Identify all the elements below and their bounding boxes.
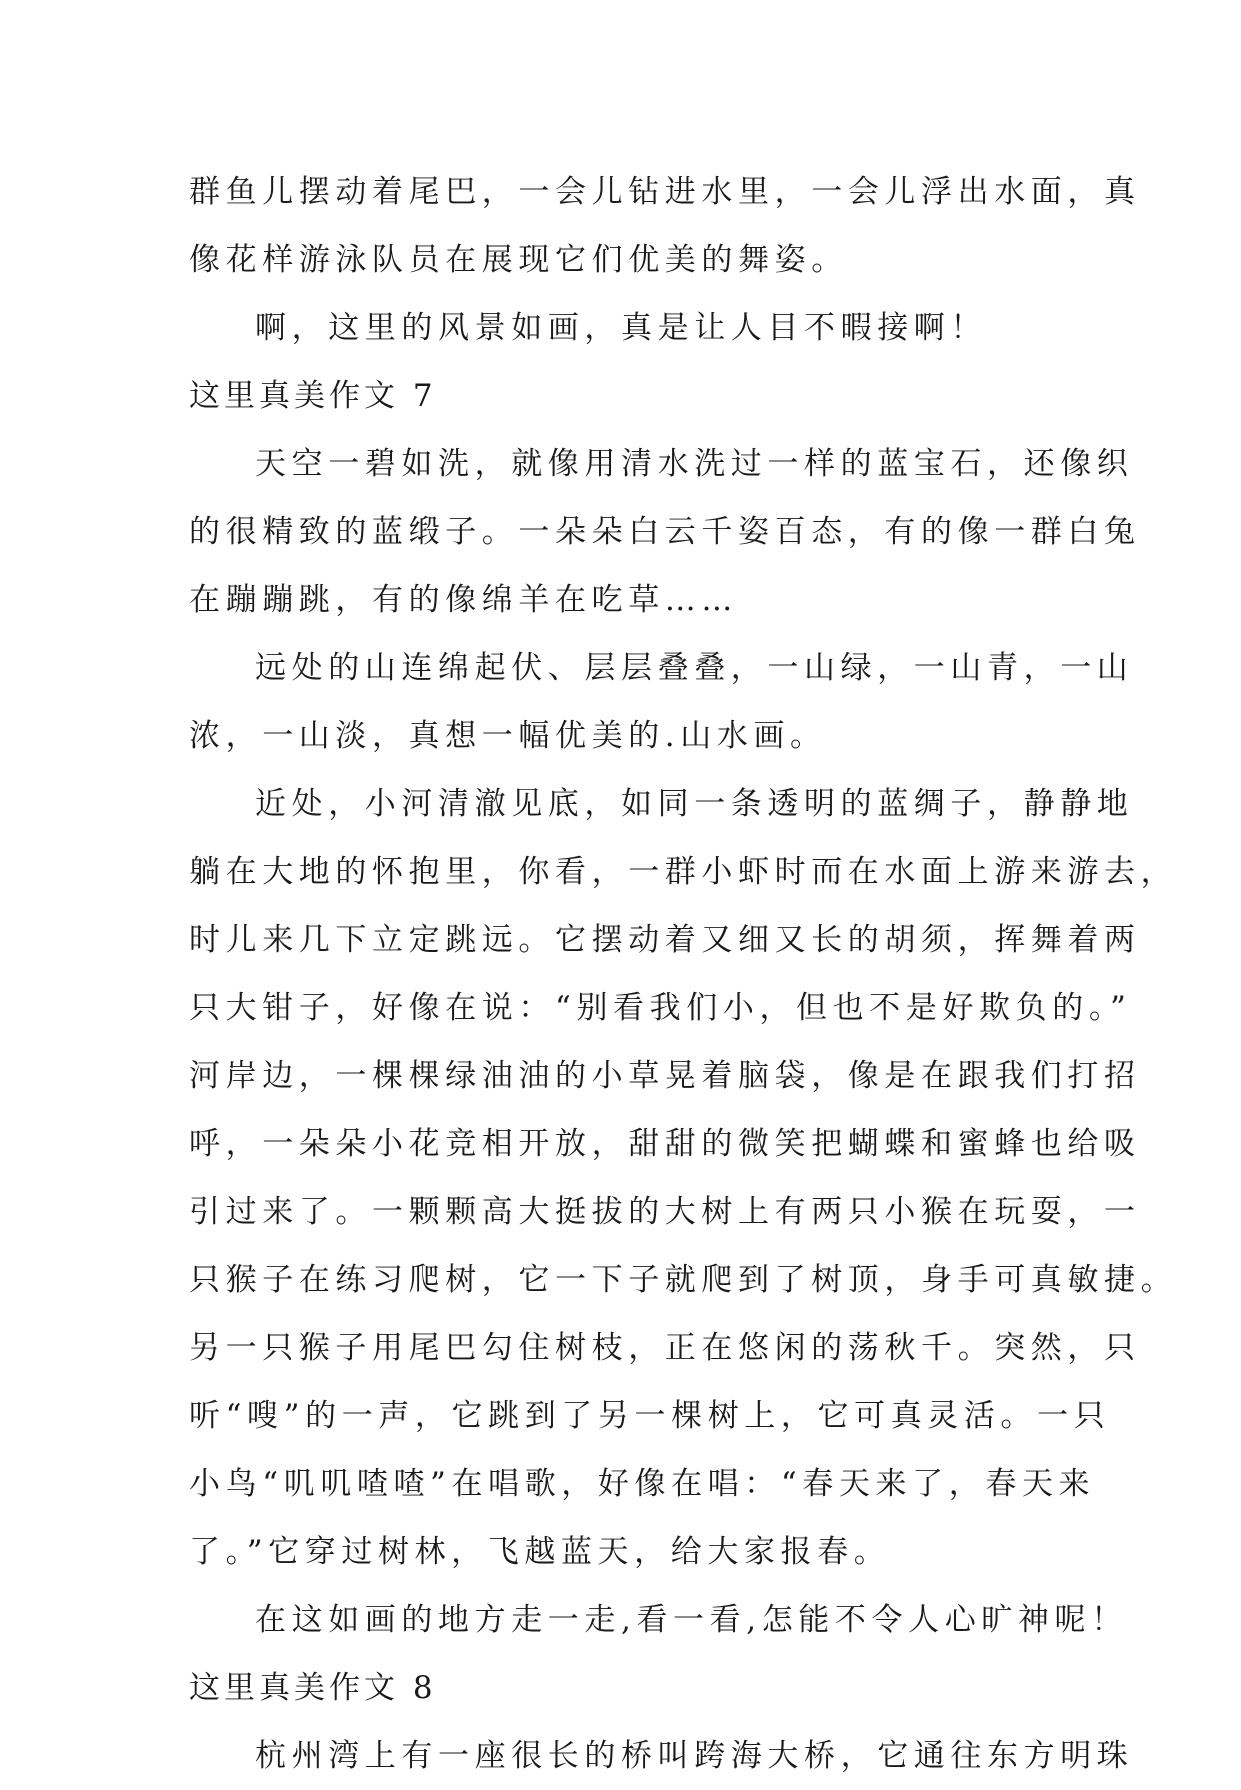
document-body bbox=[189, 158, 1178, 1790]
text-line: 只大钳子，好像在说：“别看我们小，但也不是好欺负的。” bbox=[189, 990, 1132, 1026]
text-line: 引过来了。一颗颗高大挺拔的大树上有两只小猴在玩耍，一 bbox=[189, 1194, 1141, 1230]
text-line: 在蹦蹦跳，有的像绵羊在吃草…… bbox=[189, 582, 738, 618]
text-line: 杭州湾上有一座很长的桥叫跨海大桥，它通往东方明珠 bbox=[255, 1738, 1134, 1774]
text-line: 时儿来几下立定跳远。它摆动着又细又长的胡须，挥舞着两 bbox=[189, 922, 1141, 958]
text-line: 啊，这里的风景如画，真是让人目不暇接啊！ bbox=[255, 310, 987, 346]
text-line: 浓，一山淡，真想一幅优美的.山水画。 bbox=[189, 718, 827, 754]
text-line: 在这如画的地方走一走,看一看,怎能不令人心旷神呢！ bbox=[255, 1602, 1128, 1638]
text-line: 像花样游泳队员在展现它们优美的舞姿。 bbox=[189, 242, 848, 278]
text-line: 听“嗖”的一声，它跳到了另一棵树上，它可真灵活。一只 bbox=[189, 1398, 1111, 1434]
text-line: 小鸟“叽叽喳喳”在唱歌，好像在唱：“春天来了，春天来 bbox=[189, 1466, 1096, 1502]
text-line: 近处，小河清澈见底，如同一条透明的蓝绸子，静静地 bbox=[255, 786, 1134, 822]
text-line: 远处的山连绵起伏、层层叠叠，一山绿，一山青，一山 bbox=[255, 650, 1134, 686]
text-line: 只猴子在练习爬树，它一下子就爬到了树顶，身手可真敏捷。 bbox=[189, 1262, 1178, 1298]
text-line: 天空一碧如洗，就像用清水洗过一样的蓝宝石，还像织 bbox=[255, 446, 1134, 482]
text-line: 的很精致的蓝缎子。一朵朵白云千姿百态，有的像一群白兔 bbox=[189, 514, 1141, 550]
text-line: 另一只猴子用尾巴勾住树枝，正在悠闲的荡秋千。突然，只 bbox=[189, 1330, 1141, 1366]
section-heading: 这里真美作文 8 bbox=[189, 1670, 437, 1706]
section-heading: 这里真美作文 7 bbox=[189, 378, 437, 414]
text-line: 呼，一朵朵小花竞相开放，甜甜的微笑把蝴蝶和蜜蜂也给吸 bbox=[189, 1126, 1141, 1162]
text-line: 河岸边，一棵棵绿油油的小草晃着脑袋，像是在跟我们打招 bbox=[189, 1058, 1141, 1094]
text-line: 躺在大地的怀抱里，你看，一群小虾时而在水面上游来游去， bbox=[189, 854, 1178, 890]
text-line: 群鱼儿摆动着尾巴，一会儿钻进水里，一会儿浮出水面，真 bbox=[189, 174, 1141, 210]
text-line: 了。”它穿过树林，飞越蓝天，给大家报春。 bbox=[189, 1534, 891, 1570]
